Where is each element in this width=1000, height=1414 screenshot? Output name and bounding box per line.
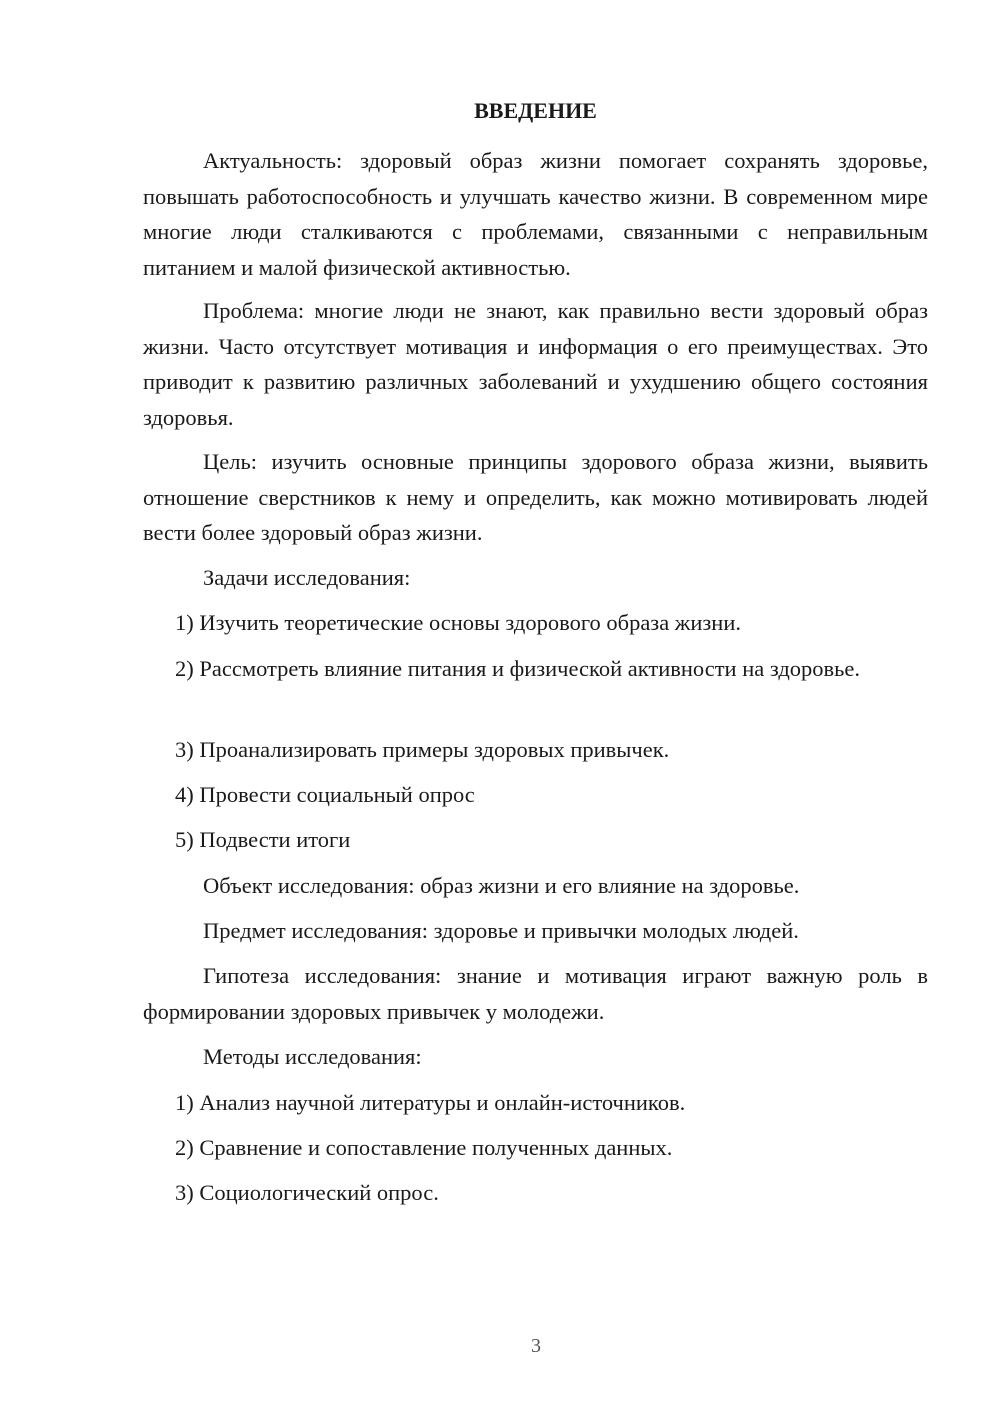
paragraph-problem: Проблема: многие люди не знают, как правильно вести здоровый образ жизни. Часто отсутствует мотивация и информация о его преимуществах. Это приводит к развитию различных заболеваний и ухудшению общего состояния здоровья. <box>143 298 928 430</box>
research-object: Объект исследования: образ жизни и его влияние на здоровье. <box>203 873 800 898</box>
task-item-3: 3) Проанализировать примеры здоровых привычек. <box>175 737 670 762</box>
task-item-4: 4) Провести социальный опрос <box>175 782 475 807</box>
paragraph-relevance: Актуальность: здоровый образ жизни помогает сохранять здоровье, повышать работоспособность и улучшать качество жизни. В современном мире многие люди сталкиваются с проблемами, связанными с неправильным питанием и малой физической активностью. <box>143 148 928 280</box>
task-item-1: 1) Изучить теоретические основы здорового образа жизни. <box>175 610 741 635</box>
tasks-heading: Задачи исследования: <box>203 565 411 590</box>
research-hypothesis: Гипотеза исследования: знание и мотивация играют важную роль в формировании здоровых привычек у молодежи. <box>143 963 928 1024</box>
page-number: 3 <box>531 1335 541 1357</box>
method-item-2: 2) Сравнение и сопоставление полученных данных. <box>175 1135 673 1160</box>
methods-heading: Методы исследования: <box>203 1044 422 1069</box>
task-item-2: 2) Рассмотреть влияние питания и физической активности на здоровье. <box>175 656 861 681</box>
document-title: ВВЕДЕНИЕ <box>474 98 597 123</box>
method-item-3: 3) Социологический опрос. <box>175 1180 439 1205</box>
task-item-5: 5) Подвести итоги <box>175 827 351 852</box>
paragraph-goal: Цель: изучить основные принципы здорового образа жизни, выявить отношение сверстников к нему и определить, как можно мотивировать людей вести более здоровый образ жизни. <box>143 449 928 545</box>
research-subject: Предмет исследования: здоровье и привычки молодых людей. <box>203 918 799 943</box>
method-item-1: 1) Анализ научной литературы и онлайн-источников. <box>175 1090 686 1115</box>
